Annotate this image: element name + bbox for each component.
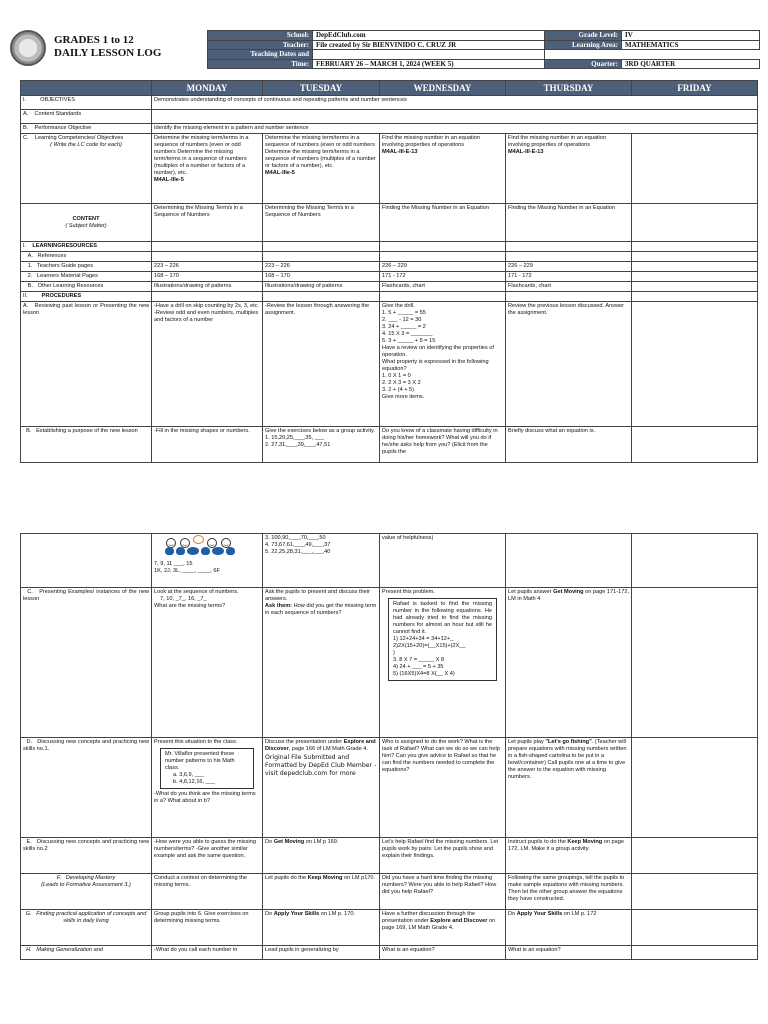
lm-thu: 171 - 172	[506, 272, 632, 282]
time-value: FEBRUARY 26 – MARCH 1, 2024 (WEEK 5)	[313, 59, 545, 69]
mastery-row: F. Developing Mastery (Leads to Formative Assessment 3.) Conduct a contest on determining the missing terms. Let pupils do the Keep Moving on LM p170. Did you have a hard time finding the missing numbers? Were you able to help Rafael? How did you help Rafael? Following the same groupings, tell the pupils to make sample equations with missing numbers. Then let the other group answer the equations they have constructed.	[21, 874, 758, 910]
lm-wed: 171 - 172	[380, 272, 506, 282]
generalization-mon: -What do you call each number in	[152, 946, 263, 960]
competency-wed: Find the missing number in an equation involving properties of operations	[382, 135, 480, 148]
discuss1-label: Discussing new concepts and practicing new skills no.1.	[23, 739, 149, 752]
competency-tue: Determine the missing term/terms in a sequence of numbers (even or odd numbers Determine the missing term/terms in a sequence of numbers (multiples of a number or factors of a number), etc.	[265, 135, 376, 169]
procedures-label: PROCEDURES	[41, 293, 82, 299]
day-friday: FRIDAY	[632, 81, 758, 96]
time-label: Time:	[208, 59, 313, 69]
problem-line: 5) (16X5)X4=8 X(__ X 4)	[393, 671, 455, 677]
discuss1-row: D. Discussing new concepts and practicing new skills no.1. Present this situation to the class. Mr. Villaflor presented these number patterns to his Math class. a. 3,6,9, ___ b. 4,8,12,16, ___ -What do you think are the missing terms in a? What about in b? Discuss the presentation under Explore and Discover, page 166 of LM Math Grade 4. Original File Submitted and Formatted by DepEd Club Member - visit depedclub.com for more Who is assigned to do the work? What is the task of Rafael? What can we do so we can help him? Can you give advice to Rafael so that he can find the numbers needed to complete the equations? Let pupils play "Let's go fishing". (Teacher will prepare equations with missing numbers written in a fish-shaped cartolina to be put in a bowl/container) Call pupils one at a time to give the answer to the equation with missing numbers.	[21, 738, 758, 838]
purpose-thu: Briefly discuss what an equation is.	[506, 427, 632, 463]
discuss1-tue-c: , page 166 of LM Math Grade 4.	[288, 746, 368, 752]
day-header-row	[21, 81, 758, 96]
villaflor-line: Mr. Villaflor presented these number patterns to his Math class.	[165, 751, 235, 771]
competency-code-mon: M4AL-IIIe-5	[154, 177, 184, 183]
sequence-line: 1K, 2J, 3L, ____, ____, 6F	[154, 568, 220, 574]
discuss2-mon: -How were you able to guess the missing numbers/terms? -Give another similar example and ask the same question.	[152, 838, 263, 874]
lm-pages-row: 2. Learners Material Pages 168 – 170 168 – 170 171 - 172 171 - 172	[21, 272, 758, 282]
discuss1-tue-a: Discuss the presentation under	[265, 739, 343, 745]
tg-wed: 226 – 229	[380, 262, 506, 272]
generalization-thu: What is an equation?	[506, 946, 632, 960]
discuss1-thu-a: Let pupils play	[508, 739, 544, 745]
purpose-tue-line: 1. 15,20,25,___,35, ___	[265, 435, 325, 441]
day-monday: MONDAY	[152, 81, 263, 96]
discuss2-tue-b: Get Moving	[273, 839, 305, 845]
mastery-label: Developing Mastery	[65, 875, 116, 881]
practical-thu-b: Apply Your Skills	[516, 911, 563, 917]
smiley-face-icon: ‿	[221, 538, 231, 548]
school-value: DepEdClub.com	[313, 31, 545, 41]
competency-code-thu: M4AL-III-E-13	[508, 149, 544, 155]
presenting-wed-title: Present this problem.	[382, 589, 435, 595]
presenting-tue-b: Ask them:	[265, 603, 293, 609]
competency-code-tue: M4AL-IIIe-5	[265, 170, 295, 176]
problem-line: 2)2X(15+20)=(__X15)+(2X__	[393, 643, 466, 649]
review-wed-line: 3. 24 + _____ = 2	[382, 324, 426, 330]
lm-tue: 168 – 170	[263, 272, 380, 282]
discuss2-label: Discussing new concepts and practicing new skills no.2	[23, 839, 149, 852]
competencies-sub: ( Write the LC code for each)	[50, 142, 122, 148]
problem-line: 3. 8 X 7 = _____ X 8	[393, 657, 445, 663]
review-wed-line: 3. 2 + (4 + 5)	[382, 387, 415, 393]
review-wed-line: Give more items.	[382, 394, 425, 400]
presenting-mon-line: Look at the sequence of numbers.	[154, 589, 239, 595]
review-row: A. Reviewing past lesson or Presenting the new lesson -Have a drill on skip counting by 2s, 3, etc. -Review odd and even numbers, multiples and factors of a number -Review the lesson through answering the assignment. Give the drill. 1. 5 + _____ = 55 2. ___ - 12 = 30 3. 24 + _____ = 2 4. 15 X 3 = _______ 5. 3 + _____ + 5 = 15 Have a review on identifying the properties of operation. What property is expressed in the following equation? 1. 0 X 1 = 0 2. 2 X 3 = 3 X 2 3. 2 + (4 + 5) Give more items. Review the previous lesson discussed. Answer the assignment.	[21, 302, 758, 427]
mastery-tue-b: Keep Moving	[307, 875, 343, 881]
presenting-thu-b: Get Moving	[553, 589, 584, 595]
procedures-row: II. PROCEDURES	[21, 292, 758, 302]
quarter-label: Quarter:	[545, 59, 622, 69]
mastery-sub: (Leads to Formative Assessment 3.)	[41, 882, 131, 888]
review-thu: Review the previous lesson discussed. Answer the assignment.	[508, 303, 624, 316]
other-resources-row: B. Other Learning Resources Illustrations/drawing of patterns Illustrations/drawing of patterns Flashcards, chart Flashcards, chart	[21, 282, 758, 292]
purpose-tue-line: Give the exercises below as a group activity.	[265, 428, 375, 434]
tg-tue: 223 – 226	[263, 262, 380, 272]
teaching-dates-label: Teaching Dates and	[208, 50, 313, 60]
resources-label: LEARNINGRESOURCES	[32, 243, 97, 249]
review-wed-line: 1. 5 + _____ = 55	[382, 310, 426, 316]
discuss1-mon-b: -What do you think are the missing terms in a? What about in b?	[154, 791, 256, 804]
school-label: School:	[208, 31, 313, 41]
competencies-row: C. Learning Competencies/ Objectives ( Write the LC code for each) Determine the missing term/terms in a sequence of numbers (even or odd numbers Determine the missing term/terms in a sequence of numbers (multiples of a number or factors of a number), etc. M4AL-IIIe-5 Determine the missing term/terms in a sequence of numbers (even or odd numbers Determine the missing term/terms in a sequence of numbers (multiples of a number or factors of a number), etc. M4AL-IIIe-5 Find the missing number in an equation involving properties of operations M4AL-III-E-13 Find the missing number in an equation involving properties of operations M4AL-III-E-13	[21, 134, 758, 204]
review-wed-line: 4. 15 X 3 = _______	[382, 331, 433, 337]
learning-area-value: MATHEMATICS	[622, 40, 760, 50]
discuss2-thu-b: Keep Moving	[567, 839, 603, 845]
practical-row: G. Finding practical application of concepts and skills in daily living Group pupils into 6. Give exercises on determining missing terms. Do Apply Your Skills on LM p. 170. Have a further discussion through the presentation under Explore and Discover on page 169, LM Math Grade 4. Do Apply Your Skills on LM p. 172	[21, 910, 758, 946]
review-wed-line: 2. 2 X 3 = 3 X 2	[382, 380, 421, 386]
content-sub: ( Subject Matter)	[65, 222, 107, 229]
day-thursday: THURSDAY	[506, 81, 632, 96]
review-wed-line: 5. 3 + _____ + 5 = 15	[382, 338, 436, 344]
header-info-table	[207, 30, 760, 69]
purpose-label: Establishing a purpose of the new lesson	[36, 428, 138, 434]
villaflor-line: b. 4,8,12,16, ___	[173, 779, 215, 785]
tg-thu: 226 – 229	[506, 262, 632, 272]
problem-line: Rafael is tasked to find the missing number in the following equations. He had already tried to find the missing numbers for almost an hour but still he cannot find it.	[393, 601, 492, 635]
competency-code-wed: M4AL-III-E-13	[382, 149, 418, 155]
problem-line: 1) 12+24+34 = 34+12+_	[393, 636, 454, 642]
tg-pages-label: Teachers Guide pages	[37, 263, 93, 269]
quarter-value: 3RD QUARTER	[622, 59, 760, 69]
practical-mon: Group pupils into 6. Give exercises on determining missing terms.	[152, 910, 263, 946]
teaching-dates-value	[313, 50, 545, 60]
references-label: References	[37, 253, 67, 259]
villaflor-box	[160, 748, 254, 789]
generalization-row: H. Making Generalization and -What do you call each number in Lead pupils in generalizing by What is an equation? What is an equation?	[21, 946, 758, 960]
presenting-mon-line: What are the missing terms?	[154, 603, 226, 609]
content-wed: Finding the Missing Number in an Equation	[380, 204, 506, 242]
objectives-text: Demonstrates understanding of concepts of continuous and repeating patterns and number sentences	[152, 96, 758, 110]
content-label: CONTENT	[72, 215, 100, 222]
presenting-tue-c: How did you get the missing term in each sequence of numbers?	[265, 603, 377, 616]
review-wed-line: 2. ___ - 12 = 30	[382, 317, 422, 323]
problem-line: 4) 24 + ___ = 5 + 35	[393, 664, 444, 670]
discuss1-thu-c: . (Teacher will prepare equations with missing numbers written in a fish-shaped cartolina to be put in a bowl/container) Call pupils one at a time to give the answer to the equation with missing numbers.	[508, 739, 627, 780]
objectives-row: I. OBJECTIVES Demonstrates understanding of concepts of continuous and repeating patterns and number sentences	[21, 96, 758, 110]
discuss1-tue-b: Explore and Discover	[265, 739, 376, 752]
performance-label: Performance Objective	[34, 125, 92, 131]
heart-icon	[226, 547, 235, 555]
doc-title-dll: DAILY LESSON LOG	[54, 47, 162, 59]
purpose-row: B. Establishing a purpose of the new lesson -Fill in the missing shapes or numbers. Give the exercises below as a group activity. 1. 15,20,25,___,35, ___ 2. 27,31,___,39,___,47,51 Do you know of a classmate having difficulty in doing his/her homework? What will you do if he/she asks help from you? (Elicit from the pupils the Briefly discuss what an equation is.	[21, 427, 758, 463]
presenting-row: C. Presenting Examples/ instances of the new lesson Look at the sequence of numbers. 7, 10, _7_, 16, _7_ What are the missing terms? Ask the pupils to present and discuss their answers. Ask them: How did you get the missing term in each sequence of numbers? Present this problem. Rafael is tasked to find the missing number in the following equations. He had already tried to find the missing numbers for almost an hour but still he cannot find it. 1) 12+24+34 = 34+12+_ 2)2X(15+20)=(__X15)+(2X__ ) 3. 8 X 7 = _____ X 8 4) 24 + ___ = 5 + 35 5) (16X5)X4=8 X(__ X 4) Let pupils answer Get Moving on page 171-172, LM in Math 4	[21, 588, 758, 738]
practical-tue-b: Apply Your Skills	[273, 911, 320, 917]
review-tue: -Review the lesson through answering the assignment.	[265, 303, 370, 316]
review-label: Reviewing past lesson or Presenting the new lesson	[23, 303, 149, 316]
review-wed-line: Have a review on identifying the properties of operation.	[382, 345, 494, 358]
mastery-thu: Following the same groupings, tell the pupils to make sample equations with missing numbers. Then let the other group answer the equations they have constructed.	[506, 874, 632, 910]
purpose-mon: -Fill in the missing shapes or numbers.	[152, 427, 263, 463]
other-mon: Illustrations/drawing of patterns	[152, 282, 263, 292]
depedclub-watermark-text: Original File Submitted and Formatted by DepEd Club Member - visit depedclub.com for more	[265, 754, 377, 777]
content-standards-row: A. Content Standards	[21, 110, 758, 124]
rafael-problem-box	[388, 598, 497, 681]
performance-row: B. Performance Objective Identify the missing element in a pattern and number sentence	[21, 124, 758, 134]
presenting-thu-c: on page 171-172, LM in Math 4	[508, 589, 629, 602]
discuss1-mon-a: Present this situation to the class.	[154, 739, 238, 745]
continuation-row	[21, 534, 758, 588]
blue-oval-icon	[212, 547, 224, 555]
learning-area-label: Learning Area:	[545, 40, 622, 50]
content-row	[21, 204, 758, 242]
practical-label: Finding practical application of concepts and skills in daily living	[36, 911, 147, 924]
smiley-face-icon: ‿	[180, 538, 190, 548]
tg-mon: 223 – 226	[152, 262, 263, 272]
lesson-log-table-page1	[20, 80, 758, 463]
doc-title-grades: GRADES 1 to 12	[54, 34, 134, 46]
teacher-value: File created by Sir BIENVINIDO C. CRUZ JR	[313, 40, 545, 50]
performance-text: Identify the missing element in a pattern and number sentence	[152, 124, 758, 134]
lm-pages-label: Learners Material Pages	[37, 273, 98, 279]
other-thu: Flashcards, chart	[506, 282, 632, 292]
practical-wed-b: Explore and Discover	[430, 918, 488, 924]
mastery-mon: Conduct a contest on determining the missing terms.	[152, 874, 263, 910]
orange-circle-icon	[193, 535, 204, 544]
presenting-label: Presenting Examples/ instances of the new lesson	[23, 589, 149, 602]
content-mon: Determining the Missing Term/s in a Sequence of Numbers	[152, 204, 263, 242]
heart-icon	[201, 547, 210, 555]
grade-level-label: Grade Level:	[545, 31, 622, 41]
heart-icon	[176, 547, 185, 555]
presenting-mon-line: 7, 10, _7_, 16, _7_	[160, 596, 207, 602]
resources-row: I. LEARNINGRESOURCES	[21, 242, 758, 252]
tue-exercise-line: 4. 73,67,61,___,49,___,37	[265, 542, 331, 548]
hearts-pattern	[154, 547, 260, 561]
discuss1-wed: Who is assigned to do the work? What is the task of Rafael? What can we do so we can help him? Can you give advice to Rafael so that he can find the numbers needed to complete the equations?	[380, 738, 506, 838]
day-tuesday: TUESDAY	[263, 81, 380, 96]
review-mon-line: -Have a drill on skip counting by 2s, 3, etc.	[154, 303, 260, 309]
tue-exercise-line: 3. 100,90,___,70,___,50	[265, 535, 326, 541]
presenting-tue-a: Ask the pupils to present and discuss their answers.	[265, 589, 370, 602]
competencies-label: Learning Competencies/ Objectives	[34, 135, 124, 141]
competency-thu: Find the missing number in an equation involving properties of operations	[508, 135, 606, 148]
smiley-face-icon: ‿	[166, 538, 176, 548]
faces-pattern	[154, 535, 260, 547]
review-wed-line: What property is expressed in the following equation?	[382, 359, 489, 372]
references-row: A. References	[21, 252, 758, 262]
teacher-label: Teacher:	[208, 40, 313, 50]
competency-mon: Determine the missing term/terms in a sequence of numbers (even or odd numbers Determine the missing term/terms in a sequence of numbers (multiples of a number or factors of a number), etc.	[154, 135, 249, 176]
review-wed-line: 1. 0 X 1 = 0	[382, 373, 411, 379]
review-mon-line: -Review odd and even numbers, multiples and factors of a number	[154, 310, 259, 323]
discuss2-row: E. Discussing new concepts and practicing new skills no.2 -How were you able to guess the missing numbers/terms? -Give another similar example and ask the same question. Do Get Moving on LM p 169. Let's help Rafael find the missing numbers. Let pupils work by pairs. Let the pupils show and explain their findings. Instruct pupils to do the Keep Moving on page 172, LM. Make it a group activity.	[21, 838, 758, 874]
deped-seal-logo	[10, 30, 46, 66]
generalization-wed: What is an equation?	[380, 946, 506, 960]
presenting-thu-a: Let pupils answer	[508, 589, 552, 595]
tg-pages-row: 1. Teachers Guide pages 223 – 226 223 – 226 226 – 229 226 – 229	[21, 262, 758, 272]
blue-oval-icon	[187, 547, 199, 555]
purpose-wed: Do you know of a classmate having difficulty in doing his/her homework? What will you do if he/she asks help from you? (Elicit from the pupils the	[380, 427, 506, 463]
lm-mon: 168 – 170	[152, 272, 263, 282]
purpose-tue-line: 2. 27,31,___,39,___,47,51	[265, 442, 331, 448]
lesson-log-table-page2	[20, 533, 758, 960]
tue-exercise-line: 5. 22,25,28,31,___,___,40	[265, 549, 331, 555]
discuss2-wed: Let's help Rafael find the missing numbers. Let pupils work by pairs. Let the pupils show and explain their findings.	[380, 838, 506, 874]
problem-line: )	[393, 650, 395, 656]
other-tue: Illustrations/drawing of patterns	[263, 282, 380, 292]
generalization-tue: Lead pupils in generalizing by	[263, 946, 380, 960]
content-tue: Determining the Missing Term/s in a Sequence of Numbers	[263, 204, 380, 242]
day-wednesday: WEDNESDAY	[380, 81, 506, 96]
cont-wed: value of helpfulness)	[380, 534, 506, 588]
content-standards-label: Content Standards	[34, 111, 82, 117]
content-thu: Finding the Missing Number in an Equation	[506, 204, 632, 242]
other-wed: Flashcards, chart	[380, 282, 506, 292]
other-resources-label: Other Learning Resources	[37, 283, 104, 289]
grade-level-value: IV	[622, 31, 760, 41]
objectives-label: OBJECTIVES	[40, 97, 75, 103]
discuss1-thu-b: "Let's go fishing"	[545, 739, 592, 745]
smiley-face-icon: ‿	[207, 538, 217, 548]
villaflor-line: a. 3,6,9, ___	[173, 772, 205, 778]
heart-icon	[165, 547, 174, 555]
review-wed-line: Give the drill.	[382, 303, 415, 309]
generalization-label: Making Generalization and	[36, 947, 103, 953]
mastery-wed: Did you have a hard time finding the missing numbers? Were you able to help Rafael? How did you help Rafael?	[380, 874, 506, 910]
sequence-line: 7, 9, 11 ___, 15	[154, 561, 193, 567]
